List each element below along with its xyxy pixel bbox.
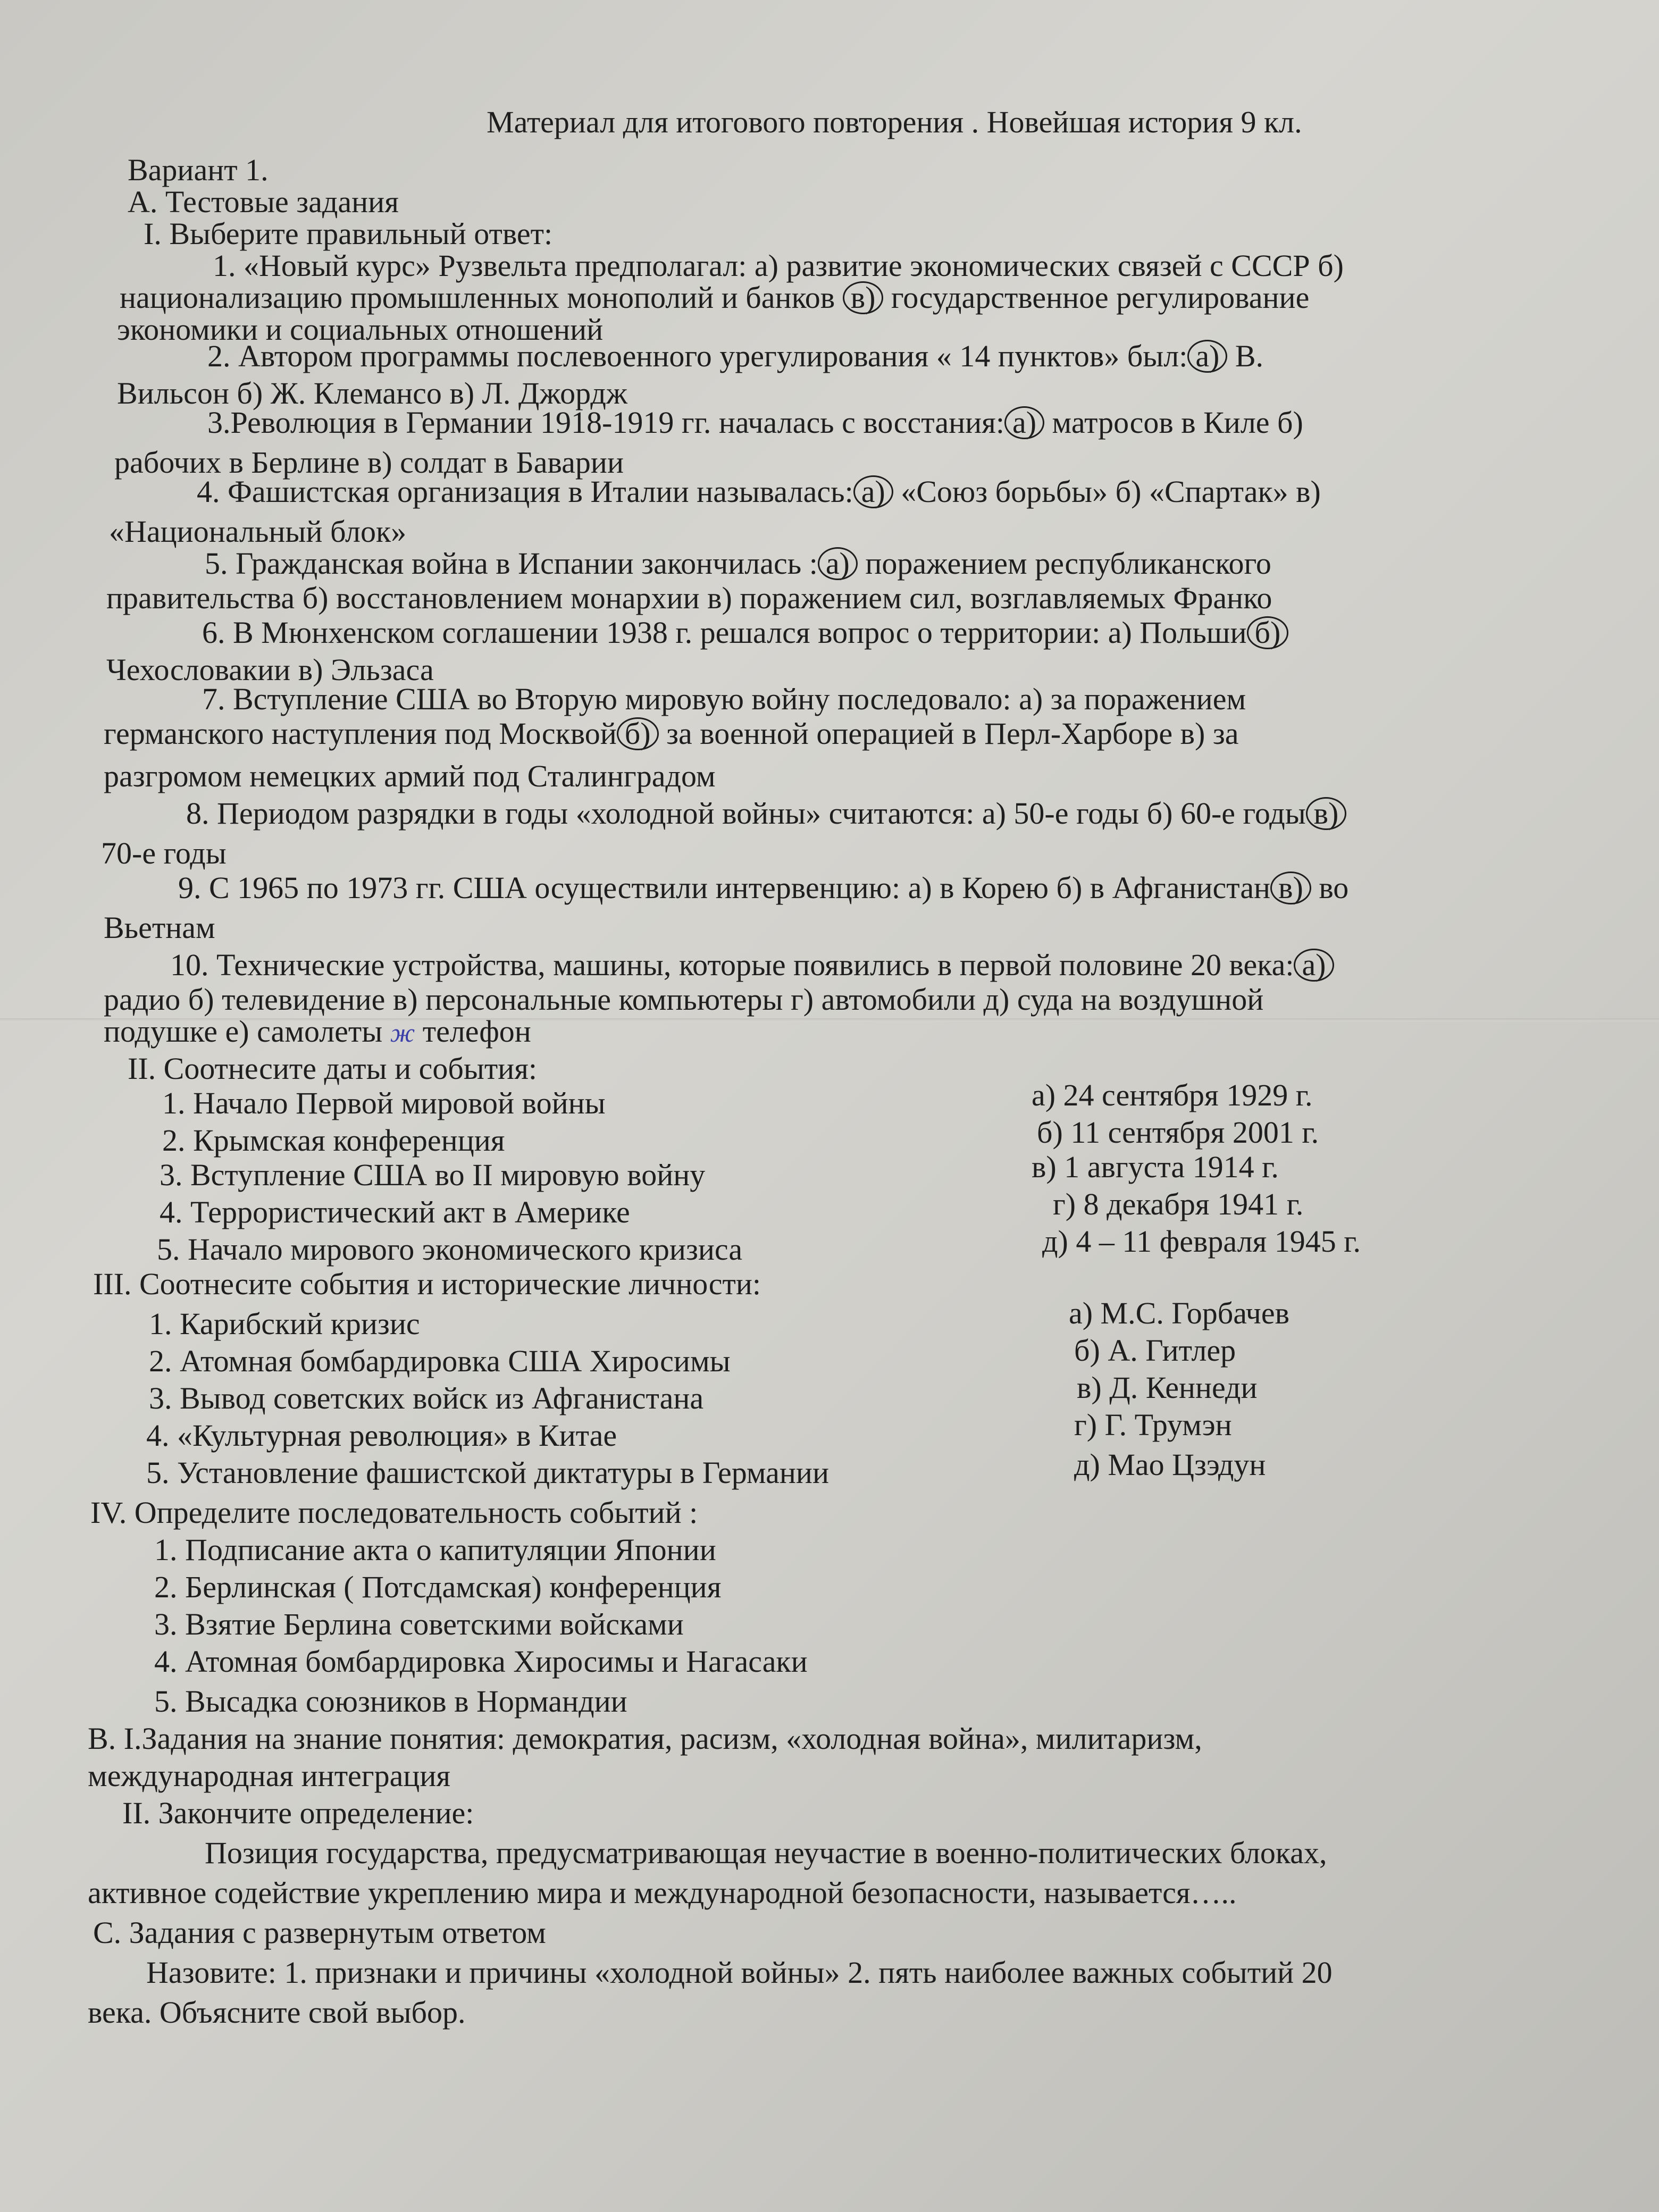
q3-line2: рабочих в Берлине в) солдат в Баварии (114, 445, 624, 480)
q8-line1: 8. Периодом разрядки в годы «холодной войны» считаются: а) 50-е годы б) 60-е годы в) (186, 795, 1346, 832)
part1-heading: I. Выберите правильный ответ: (144, 216, 553, 251)
part2-event-2: 2. Крымская конференция (162, 1123, 505, 1158)
answer-circle: а) (1004, 406, 1044, 439)
answer-circle: а) (853, 475, 893, 508)
part3-person-b: б) А. Гитлер (1074, 1333, 1236, 1368)
section-c-task-line2: века. Объясните свой выбор. (88, 1995, 466, 2030)
section-b-definition-line1: Позиция государства, предусматривающая неучастие в военно-политических блоках, (205, 1836, 1327, 1870)
part3-person-e: д) Мао Цзэдун (1074, 1447, 1266, 1482)
q7-line2: германского наступления под Москвой б) за военной операцией в Перл-Харборе в) за (104, 716, 1239, 751)
answer-circle: б) (617, 717, 659, 750)
part3-heading: III. Соотнесите события и исторические личности: (93, 1267, 761, 1301)
section-b-part2-heading: II. Закончите определение: (122, 1796, 474, 1830)
part3-event-1: 1. Карибский кризис (149, 1306, 420, 1341)
q9-line1: 9. С 1965 по 1973 гг. США осуществили интервенцию: а) в Корею б) в Афганистан в) во (178, 870, 1349, 905)
part2-date-d: г) 8 декабря 1941 г. (1053, 1187, 1304, 1221)
part2-event-3: 3. Вступление США во II мировую войну (160, 1158, 706, 1192)
part3-event-2: 2. Атомная бомбардировка США Хиросимы (149, 1344, 731, 1378)
part2-event-5: 5. Начало мирового экономического кризиса (157, 1232, 743, 1267)
part3-event-5: 5. Установление фашистской диктатуры в Германии (146, 1455, 829, 1490)
part4-item-4: 4. Атомная бомбардировка Хиросимы и Нагасаки (154, 1644, 808, 1679)
section-b-line2: международная интеграция (88, 1758, 451, 1793)
part2-heading: II. Соотнесите даты и события: (128, 1051, 538, 1086)
q1-line1: 1. «Новый курс» Рузвельта предполагал: а) развитие экономических связей с СССР б) (213, 248, 1344, 283)
part2-date-c: в) 1 августа 1914 г. (1032, 1150, 1279, 1184)
handwritten-mark: ж (390, 1018, 415, 1048)
q9-line2: Вьетнам (104, 910, 215, 945)
part2-event-1: 1. Начало Первой мировой войны (162, 1086, 606, 1120)
part2-date-a: а) 24 сентября 1929 г. (1032, 1078, 1313, 1112)
part3-event-4: 4. «Культурная революция» в Китае (146, 1418, 617, 1453)
part2-date-b: б) 11 сентября 2001 г. (1037, 1115, 1319, 1150)
q5-line1: 5. Гражданская война в Испании закончилась : а) поражением республиканского (205, 546, 1271, 581)
q4-line2: «Национальный блок» (109, 514, 407, 549)
part4-item-1: 1. Подписание акта о капитуляции Японии (154, 1532, 716, 1567)
q4-line1: 4. Фашистская организация в Италии называлась: а) «Союз борьбы» б) «Спартак» в) (197, 474, 1321, 509)
part4-item-5: 5. Высадка союзников в Нормандии (154, 1684, 627, 1719)
q7-line3: разгромом немецких армий под Сталинградом (104, 759, 716, 793)
q7-line1: 7. Вступление США во Вторую мировую войну последовало: а) за поражением (202, 682, 1246, 716)
q10-line2: радио б) телевидение в) персональные компьютеры г) автомобили д) суда на воздушной (104, 982, 1264, 1017)
q6-line1: 6. В Мюнхенском соглашении 1938 г. решался вопрос о территории: а) Польши б) (202, 614, 1288, 651)
q8-line2: 70-е годы (101, 836, 227, 870)
part3-person-a: а) М.С. Горбачев (1069, 1296, 1289, 1330)
section-c-task-line1: Назовите: 1. признаки и причины «холодной войны» 2. пять наиболее важных событий 20 (146, 1955, 1333, 1990)
q2-line1: 2. Автором программы послевоенного урегулирования « 14 пунктов» был: а) В. (207, 339, 1264, 373)
q1-line2: национализацию промышленных монополий и банков в) государственное регулирование (120, 280, 1310, 315)
section-b-line1: В. I.Задания на знание понятия: демократия, расизм, «холодная война», милитаризм, (88, 1721, 1202, 1756)
document-title: Материал для итогового повторения . Новейшая история 9 кл. (487, 105, 1302, 139)
part4-heading: IV. Определите последовательность событий : (90, 1495, 698, 1530)
variant-label: Вариант 1. (128, 153, 269, 187)
part3-event-3: 3. Вывод советских войск из Афганистана (149, 1381, 704, 1415)
part3-person-d: г) Г. Трумэн (1074, 1407, 1232, 1442)
part2-date-e: д) 4 – 11 февраля 1945 г. (1042, 1224, 1361, 1259)
part2-event-4: 4. Террористический акт в Америке (160, 1195, 630, 1229)
answer-circle: а) (1187, 340, 1227, 373)
q6-line2: Чехословакии в) Эльзаса (106, 652, 434, 687)
q3-line1: 3.Революция в Германии 1918-1919 гг. началась с восстания: а) матросов в Киле б) (207, 405, 1303, 440)
q10-line1: 10. Технические устройства, машины, которые появились в первой половине 20 века: а) (170, 946, 1334, 983)
section-b-definition-line2: активное содействие укреплению мира и международной безопасности, называется….. (88, 1875, 1237, 1910)
answer-circle: а) (1294, 949, 1334, 982)
q2-line2: Вильсон б) Ж. Клемансо в) Л. Джордж (117, 376, 627, 410)
answer-circle: в) (1306, 797, 1347, 830)
section-a-heading: А. Тестовые задания (128, 185, 399, 219)
answer-circle: в) (1270, 872, 1311, 904)
q5-line2: правительства б) восстановлением монархии в) поражением сил, возглавляемых Франко (106, 581, 1272, 615)
q1-line3: экономики и социальных отношений (117, 312, 604, 347)
answer-circle: в) (843, 281, 884, 314)
section-c-heading: С. Задания с развернутым ответом (93, 1915, 546, 1950)
part4-item-3: 3. Взятие Берлина советскими войсками (154, 1607, 684, 1641)
answer-circle: б) (1247, 616, 1289, 649)
part4-item-2: 2. Берлинская ( Потсдамская) конференция (154, 1570, 722, 1604)
part3-person-c: в) Д. Кеннеди (1077, 1370, 1258, 1405)
answer-circle: а) (818, 547, 858, 580)
q10-line3: подушке е) самолеты ж телефон (104, 1014, 531, 1049)
